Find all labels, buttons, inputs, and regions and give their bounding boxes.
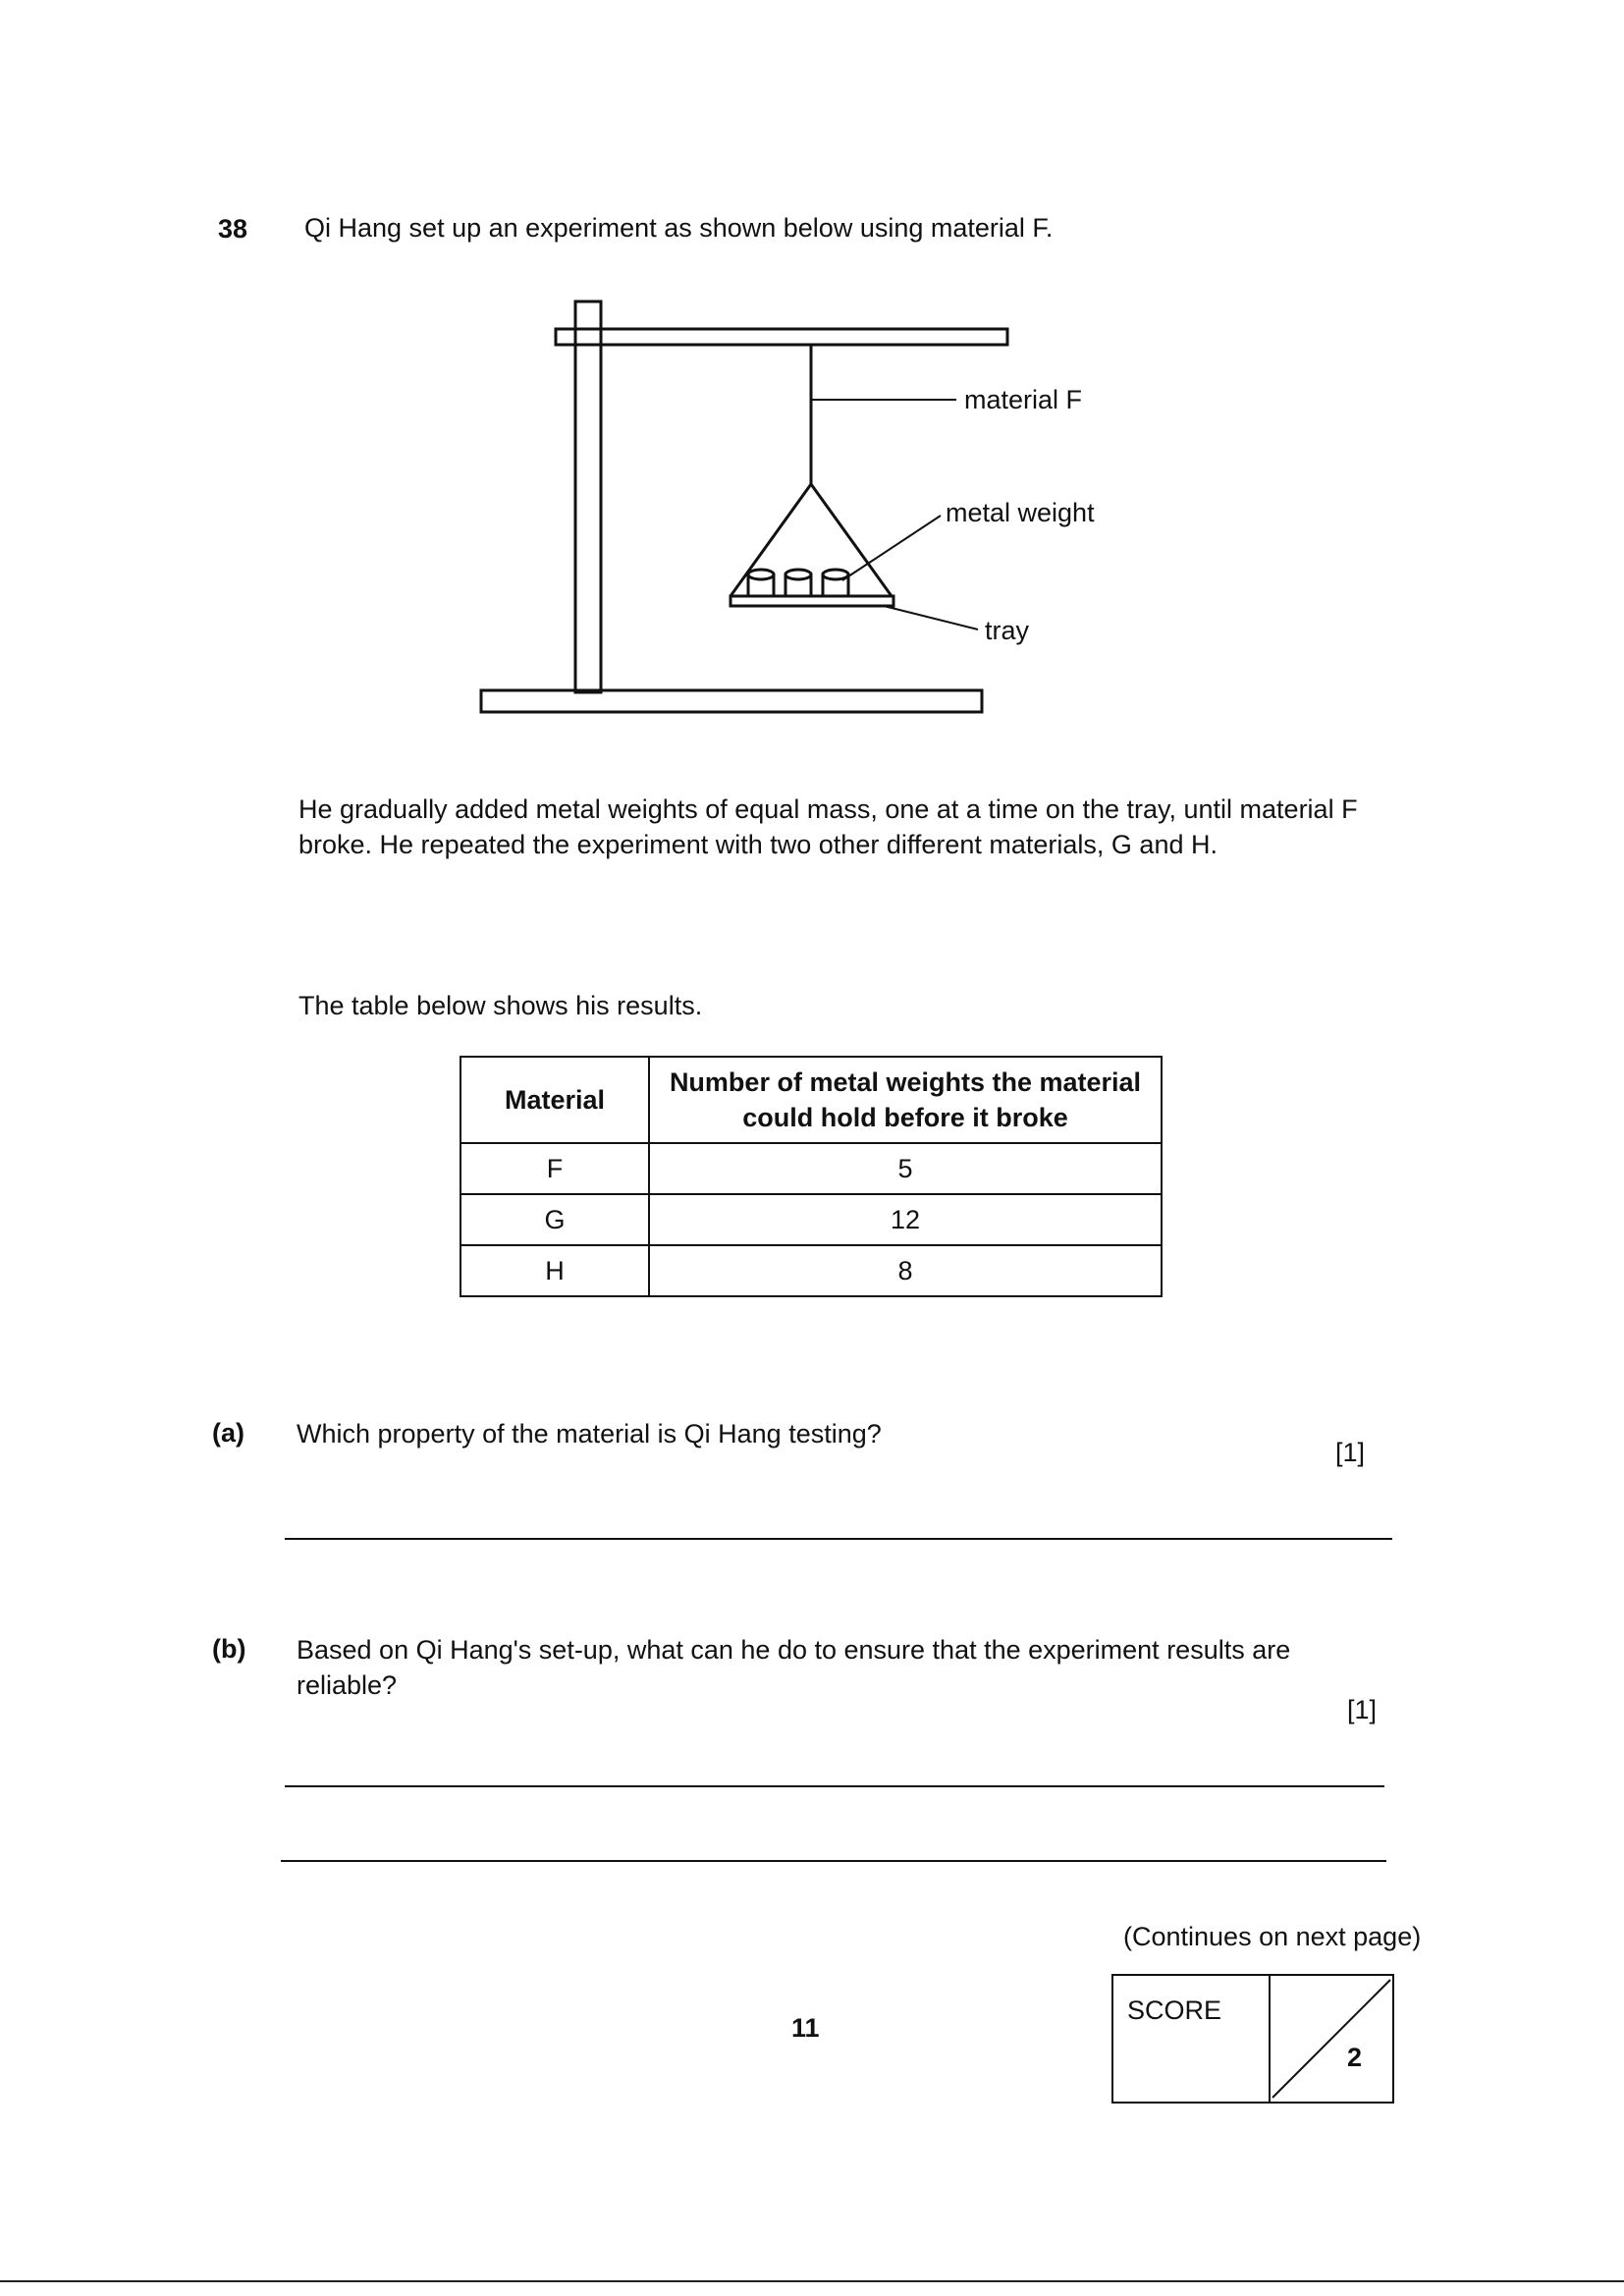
continues-note: (Continues on next page) xyxy=(1123,1922,1422,1951)
cell-material: G xyxy=(460,1194,649,1245)
question-number: 38 xyxy=(218,214,248,244)
stand-arm xyxy=(556,329,1007,345)
part-b-answer-line-2[interactable] xyxy=(281,1860,1386,1862)
question-intro: Qi Hang set up an experiment as shown below using material F. xyxy=(304,213,1054,243)
header-weights: Number of metal weights the material could hold before it broke xyxy=(649,1057,1162,1143)
table-row xyxy=(460,1143,1162,1194)
page-bottom-rule xyxy=(0,2280,1624,2282)
score-label: SCORE xyxy=(1127,1995,1222,2025)
header-material: Material xyxy=(460,1057,649,1143)
stand-pole xyxy=(575,301,601,692)
label-material-f: material F xyxy=(964,385,1083,414)
table-header-row xyxy=(460,1057,1162,1143)
cell-material: H xyxy=(460,1245,649,1296)
part-b-label: (b) xyxy=(212,1634,246,1664)
cell-count: 12 xyxy=(649,1194,1162,1245)
experiment-description: He gradually added metal weights of equal mass, one at a time on the tray, until material F broke. He repeated the experiment with two other different materials, G and H. xyxy=(298,794,1358,859)
metal-weights xyxy=(748,570,848,596)
table-row xyxy=(460,1194,1162,1245)
label-tray: tray xyxy=(985,616,1030,645)
part-a-marks: [1] xyxy=(1335,1438,1366,1467)
results-table xyxy=(460,1056,1163,1297)
cell-count: 8 xyxy=(649,1245,1162,1296)
stand-base xyxy=(481,690,982,712)
page-number: 11 xyxy=(791,2013,820,2043)
score-box xyxy=(1111,1974,1394,2104)
part-b-answer-line-1[interactable] xyxy=(285,1785,1384,1787)
part-a-answer-line[interactable] xyxy=(285,1538,1392,1540)
part-a-label: (a) xyxy=(212,1418,244,1448)
score-slash xyxy=(1269,1976,1394,2102)
cell-material: F xyxy=(460,1143,649,1194)
table-row xyxy=(460,1245,1162,1296)
label-metal-weight: metal weight xyxy=(946,498,1095,527)
score-total: 2 xyxy=(1347,2043,1363,2072)
table-intro: The table below shows his results. xyxy=(298,991,703,1020)
part-a-question: Which property of the material is Qi Hang testing? xyxy=(297,1419,882,1449)
leader-tray xyxy=(884,606,978,629)
part-b-question: Based on Qi Hang's set-up, what can he do to ensure that the experiment results are reliable? xyxy=(297,1635,1291,1700)
part-b-marks: [1] xyxy=(1347,1695,1378,1724)
cell-count: 5 xyxy=(649,1143,1162,1194)
